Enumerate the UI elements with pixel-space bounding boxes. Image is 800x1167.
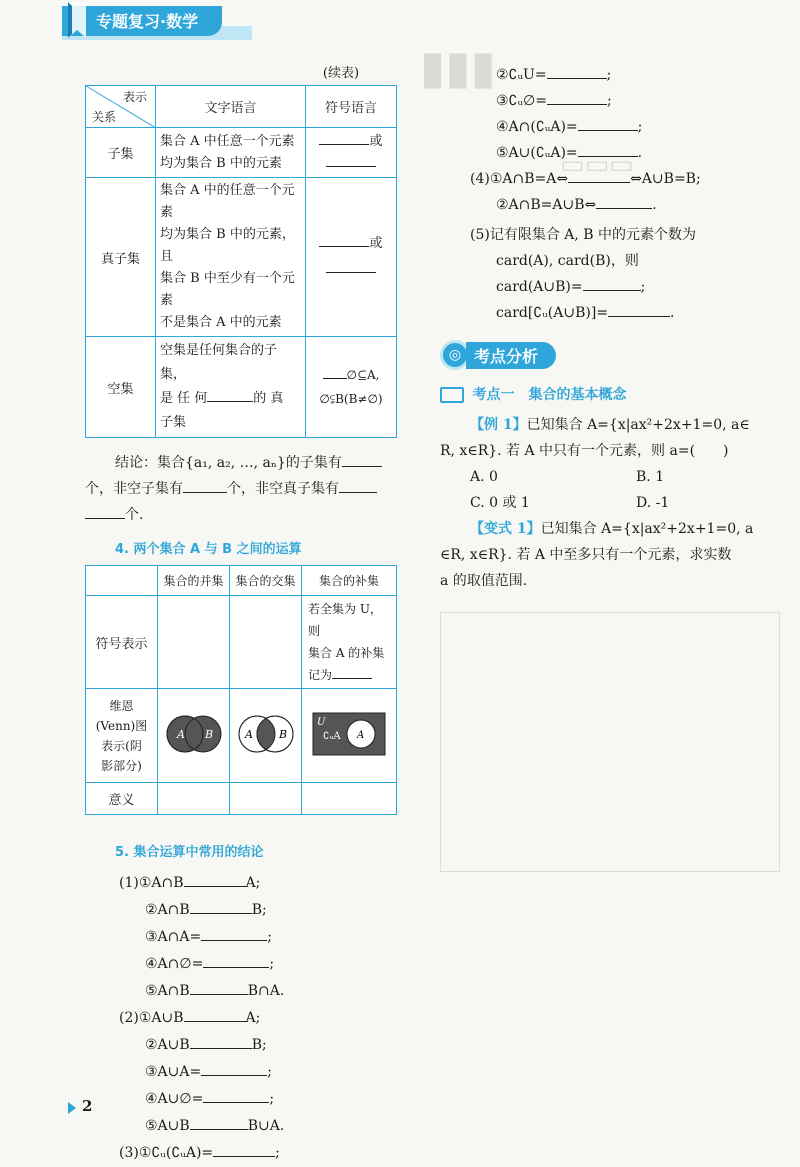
example-tag: 【例 1】 — [470, 417, 527, 433]
result-line: ②∁ᵤU= ; — [496, 67, 612, 83]
variant-1 — [440, 516, 780, 594]
diag-bottom-label: 关系 — [92, 110, 117, 124]
result-line: (3)①∁ᵤ(∁ᵤA)= ; — [119, 1145, 280, 1161]
result-line: ③∁ᵤ∅= ; — [496, 93, 612, 109]
section-4-title: 4. 两个集合 A 与 B 之间的运算 — [115, 542, 302, 557]
text-line: (5)记有限集合 A, B 中的元素个数为 — [470, 227, 697, 243]
text-line: card(A), card(B)，则 — [496, 253, 639, 269]
text-line: 若全集为 U，则 — [308, 602, 382, 638]
operation-table — [85, 565, 397, 815]
or-label: 或 — [369, 236, 383, 251]
text-line: 记为 — [308, 668, 333, 682]
text-line: (Venn)图 — [95, 718, 148, 733]
venn-label-a: A — [357, 729, 365, 741]
option-a: A. 0 — [470, 469, 498, 485]
variant-text: ∈R, x∈R}. 若 A 中至多只有一个元素，求实数 — [440, 547, 732, 563]
target-icon: ◎ — [440, 340, 470, 370]
result-line: ④A∩(∁ᵤA)= ; — [496, 119, 643, 135]
option-c: C. 0 或 1 — [470, 495, 530, 511]
bleed-through-box — [440, 612, 780, 872]
right-column — [440, 62, 780, 872]
table-caption: (续表) — [322, 66, 360, 81]
complement-meaning-cell — [302, 783, 397, 815]
row-name-proper-subset: 真子集 — [86, 178, 156, 337]
result-line: (1)①A∩B A; — [119, 875, 261, 891]
page-number: 2 — [82, 1097, 93, 1115]
text-line: 集合 B 中至少有一个元素 — [160, 271, 295, 308]
text-line: 均为集合 B 中的元素 — [160, 155, 282, 171]
venn-union-cell — [158, 689, 230, 783]
header-band — [0, 0, 800, 44]
venn-label-a: A — [176, 727, 185, 741]
result-line: (4)①A∩B=A⇔ ⇔A∪B=B; — [470, 171, 701, 187]
venn-label-a: A — [244, 727, 253, 741]
symbol-line: ∅⊆A, — [346, 368, 380, 382]
diagonal-header — [86, 86, 156, 128]
text-line: 是 任 何 — [160, 391, 208, 406]
venn-intersection-diagram — [233, 709, 299, 759]
variant-text: a 的取值范围. — [440, 573, 528, 589]
symbol-line: ∅⫋B(B≠∅) — [319, 392, 383, 406]
section-5-title: 5. 集合运算中常用的结论 — [115, 845, 264, 860]
result-line: ②A∪B B; — [145, 1037, 267, 1053]
card-item — [440, 222, 780, 326]
row-text-subset — [156, 128, 306, 178]
analysis-badge — [440, 340, 780, 370]
point-1-label: 考点一 集合的基本概念 — [472, 387, 627, 403]
equivalence-lines — [440, 166, 780, 218]
result-line: (2)①A∪B A; — [119, 1010, 261, 1026]
book-icon — [64, 0, 90, 40]
conclusion-text: 个，非空子集有 — [85, 481, 183, 497]
text-line: 表示(阴 — [101, 738, 142, 753]
venn-complement-diagram — [309, 709, 389, 759]
col-header-text: 文字语言 — [156, 86, 306, 128]
example-text: 已知集合 A={x|ax²+2x+1=0, a∈ — [526, 417, 750, 433]
row-symbol-empty-set — [306, 337, 397, 438]
text-line: 不是集合 A 中的元素 — [160, 315, 282, 330]
venn-label-b: B — [204, 727, 213, 741]
notebook-icon — [440, 387, 464, 403]
venn-union-diagram — [161, 709, 227, 759]
result-line: ②A∩B=A∪B⇔ . — [496, 197, 657, 213]
result-line: ④A∩∅= ; — [145, 956, 275, 972]
header-title: 专题复习·数学 — [96, 12, 199, 31]
intersection-symbol-cell — [230, 596, 302, 689]
result-line: ③A∪A= ; — [145, 1064, 272, 1080]
union-symbol-cell — [158, 596, 230, 689]
venn-complement-cell — [302, 689, 397, 783]
bleed-through-decoration: ▮▮▮ — [420, 40, 496, 94]
row-symbol-label: 符号表示 — [86, 596, 158, 689]
row-meaning-label: 意义 — [86, 783, 158, 815]
row-text-empty-set — [156, 337, 306, 438]
blank-header — [86, 566, 158, 596]
example-1 — [440, 412, 780, 516]
variant-tag: 【变式 1】 — [470, 521, 541, 537]
text-line: 空集是任何集合的子集， — [160, 343, 278, 382]
row-symbol-subset — [306, 128, 397, 178]
option-b: B. 1 — [636, 469, 665, 485]
conclusion-text: 个，非空真子集有 — [227, 481, 339, 497]
complement-symbol-cell — [302, 596, 397, 689]
text-line: 维恩 — [109, 698, 134, 713]
badge-label: 考点分析 — [466, 342, 556, 369]
result-line: card[∁ᵤ(A∪B)]= . — [496, 305, 675, 321]
col-header-symbol: 符号语言 — [306, 86, 397, 128]
diag-top-label: 表示 — [122, 90, 147, 104]
text-line: 集合 A 的补集 — [308, 646, 385, 660]
result-line: ②A∩B B; — [145, 902, 267, 918]
result-line: ⑤A∩B B∩A. — [145, 983, 285, 999]
text-line: 集合 A 中任意一个元素 — [160, 133, 295, 149]
page-marker — [68, 1102, 76, 1114]
text-line: 均为集合 B 中的元素，且 — [160, 227, 295, 264]
row-symbol-proper-subset — [306, 178, 397, 337]
relation-table — [85, 85, 397, 438]
venn-label-b: B — [278, 727, 287, 741]
row-venn-label — [86, 689, 158, 783]
bleed-through-decoration: ▭▭▭ — [560, 150, 634, 180]
option-d: D. -1 — [636, 495, 670, 511]
result-line: ⑤A∪(∁ᵤA)= . — [496, 145, 643, 161]
venn-label-cua: ∁ᵤA — [323, 730, 341, 742]
example-text: R, x∈R}. 若 A 中只有一个元素，则 a=( ) — [440, 443, 729, 459]
row-name-subset: 子集 — [86, 128, 156, 178]
text-line: 影部分) — [101, 758, 142, 773]
union-meaning-cell — [158, 783, 230, 815]
conclusion-text: 个. — [125, 507, 144, 523]
point-1-title — [440, 384, 780, 404]
venn-label-u: U — [317, 716, 326, 728]
row-name-empty-set: 空集 — [86, 337, 156, 438]
text-line: 子集 — [160, 415, 187, 430]
options-row — [440, 464, 780, 490]
col-header-intersection: 集合的交集 — [230, 566, 302, 596]
or-label: 或 — [369, 133, 383, 149]
col-header-complement: 集合的补集 — [302, 566, 397, 596]
intersection-meaning-cell — [230, 783, 302, 815]
conclusion-lines — [85, 870, 397, 1167]
result-line: ④A∪∅= ; — [145, 1091, 275, 1107]
complement-lines — [440, 62, 780, 166]
result-line: ③A∩A= ; — [145, 929, 272, 945]
variant-text: 已知集合 A={x|ax²+2x+1=0, a — [540, 521, 754, 537]
result-line: ⑤A∪B B∪A. — [145, 1118, 285, 1134]
options-row — [440, 490, 780, 516]
text-line: 集合 A 中的任意一个元素 — [160, 183, 295, 220]
left-column — [85, 62, 397, 1167]
row-text-proper-subset — [156, 178, 306, 337]
conclusion — [85, 450, 397, 528]
col-header-union: 集合的并集 — [158, 566, 230, 596]
conclusion-text: 结论：集合{a₁, a₂, …, aₙ}的子集有 — [115, 455, 342, 471]
venn-intersection-cell — [230, 689, 302, 783]
result-line: card(A∪B)= ; — [496, 279, 646, 295]
text-line: 的 真 — [253, 391, 284, 406]
